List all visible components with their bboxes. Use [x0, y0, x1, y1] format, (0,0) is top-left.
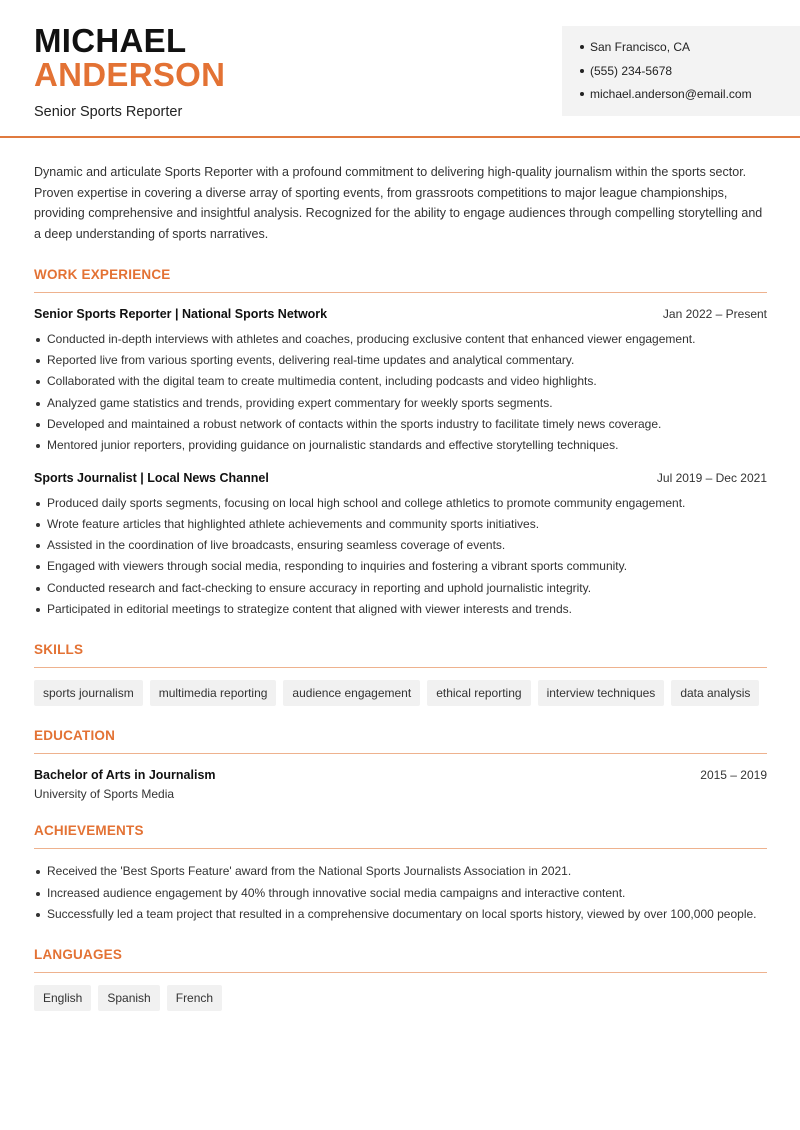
job-title: Sports Journalist | Local News Channel [34, 470, 269, 485]
list-item: Wrote feature articles that highlighted athlete achievements and community sports initiatives. [34, 514, 767, 535]
contact-phone[interactable]: (555) 234-5678 [578, 61, 800, 85]
languages-section [34, 947, 767, 1011]
skills-section [34, 642, 767, 706]
job-date: Jan 2022 – Present [662, 306, 767, 321]
work-experience-section [34, 267, 767, 621]
section-title-languages: LANGUAGES [34, 947, 767, 973]
section-title-education: EDUCATION [34, 728, 767, 754]
first-name: MICHAEL [34, 22, 187, 59]
school: University of Sports Media [34, 787, 175, 802]
job-bullets [34, 493, 767, 621]
list-item: Participated in editorial meetings to strategize content that aligned with viewer interests and trends. [34, 599, 767, 620]
job-date: Jul 2019 – Dec 2021 [656, 470, 767, 485]
contact-box [562, 26, 800, 116]
last-name: ANDERSON [34, 56, 226, 93]
contact-list [562, 26, 800, 108]
list-item: Conducted research and fact-checking to ensure accuracy in reporting and uphold journalistic integrity. [34, 578, 767, 599]
language-tags [34, 985, 767, 1011]
resume-body [34, 162, 767, 1011]
summary: Dynamic and articulate Sports Reporter with a profound commitment to delivering high-quality journalism within the sports sector. Proven expertise in covering a diverse array of sporting events, from grassroots competitions to major league championships, providing comprehensive and insightful analysis. Recognized for the ability to engage audiences through compelling storytelling and a deep understanding of sports narratives. [34, 165, 763, 242]
list-item: Reported live from various sporting events, delivering real-time updates and analytical commentary. [34, 350, 767, 371]
job-role: Senior Sports Reporter [34, 104, 183, 120]
list-item: Developed and maintained a robust network of contacts within the sports industry to facilitate timely news coverage. [34, 414, 767, 435]
education-date: 2015 – 2019 [700, 768, 767, 783]
education-section [34, 728, 767, 801]
list-item: Engaged with viewers through social media, responding to inquiries and fostering a vibrant sports community. [34, 556, 767, 577]
list-item: Mentored junior reporters, providing guidance on journalistic standards and effective storytelling techniques. [34, 435, 767, 456]
skill-tag: audience engagement [283, 680, 420, 706]
section-title-skills: SKILLS [34, 642, 767, 668]
education-header [34, 768, 767, 782]
achievement-list [34, 861, 767, 925]
skill-tag: interview techniques [538, 680, 665, 706]
list-item: Assisted in the coordination of live broadcasts, ensuring seamless coverage of events. [34, 535, 767, 556]
degree: Bachelor of Arts in Journalism [34, 768, 216, 783]
job-header [34, 471, 767, 485]
section-title-work: WORK EXPERIENCE [34, 267, 767, 293]
job-header [34, 307, 767, 321]
skill-tag: data analysis [671, 680, 759, 706]
list-item: Produced daily sports segments, focusing on local high school and college athletics to promote community engagement. [34, 493, 767, 514]
skill-tag: sports journalism [34, 680, 143, 706]
job-bullets [34, 329, 767, 457]
list-item: Increased audience engagement by 40% through innovative social media campaigns and interactive content. [34, 883, 767, 904]
resume-header [0, 0, 800, 138]
skill-tags [34, 680, 767, 706]
list-item: Received the 'Best Sports Feature' award from the National Sports Journalists Association in 2021. [34, 861, 767, 882]
name-block [34, 24, 225, 120]
achievements-section [34, 823, 767, 925]
contact-email[interactable]: michael.anderson@email.com [578, 84, 800, 108]
list-item: Analyzed game statistics and trends, providing expert commentary for weekly sports segments. [34, 393, 767, 414]
section-title-achievements: ACHIEVEMENTS [34, 823, 767, 849]
skill-tag: ethical reporting [427, 680, 530, 706]
language-tag: Spanish [98, 985, 159, 1011]
contact-location: San Francisco, CA [578, 37, 800, 61]
list-item: Collaborated with the digital team to create multimedia content, including podcasts and video highlights. [34, 371, 767, 392]
language-tag: English [34, 985, 91, 1011]
language-tag: French [167, 985, 222, 1011]
skill-tag: multimedia reporting [150, 680, 277, 706]
list-item: Conducted in-depth interviews with athletes and coaches, producing exclusive content that enhanced viewer engagement. [34, 329, 767, 350]
job-title: Senior Sports Reporter | National Sports Network [34, 306, 328, 321]
list-item: Successfully led a team project that resulted in a comprehensive documentary on local sports history, viewed by over 100,000 people. [34, 904, 767, 925]
